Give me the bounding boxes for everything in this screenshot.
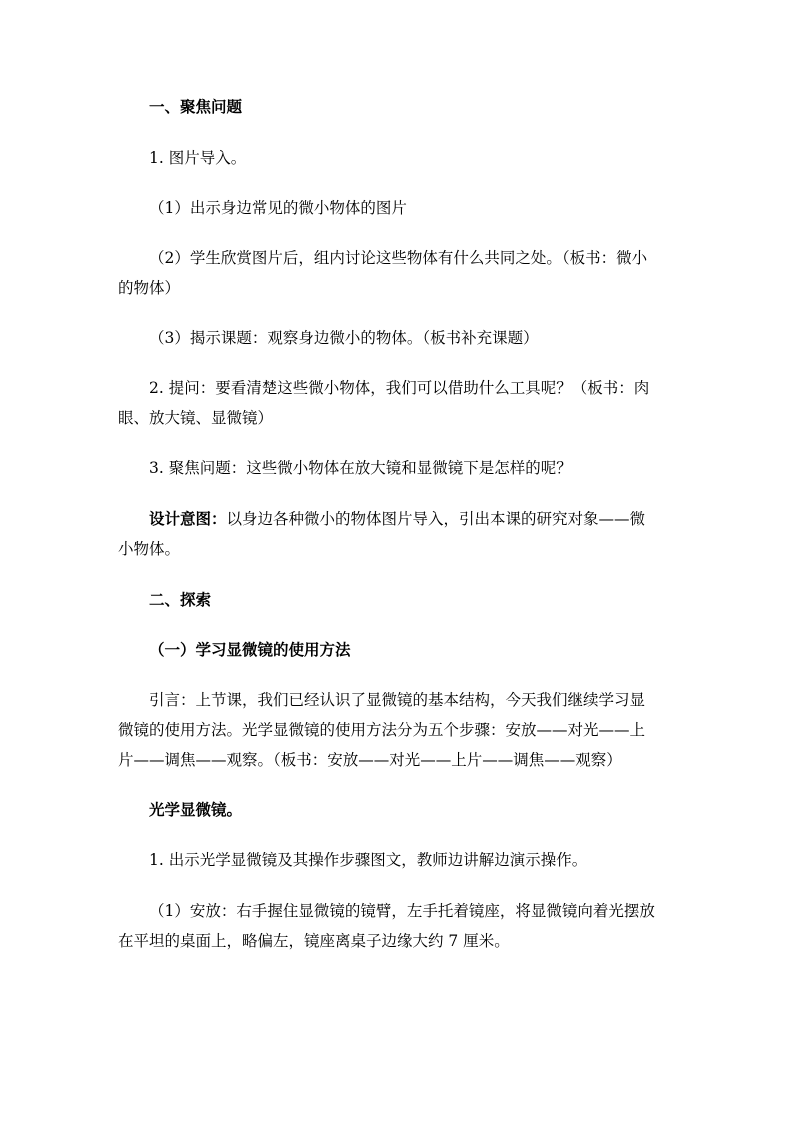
paragraph-continuation: 微镜的使用方法。光学显微镜的使用方法分为五个步骤：安放——对光——上 <box>118 721 646 739</box>
design-intent-text: 以身边各种微小的物体图片导入，引出本课的研究对象——微 <box>226 510 646 528</box>
list-item: （1）安放：右手握住显微镜的镜臂，左手托着镜座，将显微镜向着光摆放 <box>149 902 655 920</box>
design-intent-label: 设计意图： <box>149 509 227 528</box>
list-item-continuation: 眼、放大镜、显微镜） <box>118 409 274 427</box>
microscope-heading: 光学显微镜。 <box>149 800 243 819</box>
paragraph-continuation: 小物体。 <box>118 540 181 558</box>
section-heading-focus: 一、聚焦问题 <box>149 97 243 116</box>
list-item: 2. 提问：要看清楚这些微小物体，我们可以借助什么工具呢？（板书：肉 <box>149 379 650 397</box>
list-item: （2）学生欣赏图片后，组内讨论这些物体有什么共同之处。（板书：微小 <box>149 249 648 267</box>
list-item: 1. 出示光学显微镜及其操作步骤图文，教师边讲解边演示操作。 <box>149 851 588 869</box>
list-item-continuation: 在平坦的桌面上，略偏左，镜座离桌子边缘大约 7 厘米。 <box>118 932 510 950</box>
list-item: （3）揭示课题：观察身边微小的物体。（板书补充课题） <box>149 329 539 347</box>
list-item: 3. 聚焦问题：这些微小物体在放大镜和显微镜下是怎样的呢？ <box>149 459 572 477</box>
intro-paragraph: 引言：上节课，我们已经认识了显微镜的基本结构，今天我们继续学习显 <box>149 691 646 709</box>
list-item-continuation: 的物体） <box>118 279 181 297</box>
paragraph-continuation: 片——调焦——观察。（板书：安放——对光——上片——调焦——观察） <box>118 751 622 769</box>
section-heading-explore: 二、探索 <box>149 590 212 609</box>
list-item: （1）出示身边常见的微小物体的图片 <box>149 199 407 217</box>
subsection-heading: （一）学习显微镜的使用方法 <box>149 640 351 659</box>
list-item: 1. 图片导入。 <box>149 149 247 167</box>
design-intent-paragraph <box>149 509 645 529</box>
